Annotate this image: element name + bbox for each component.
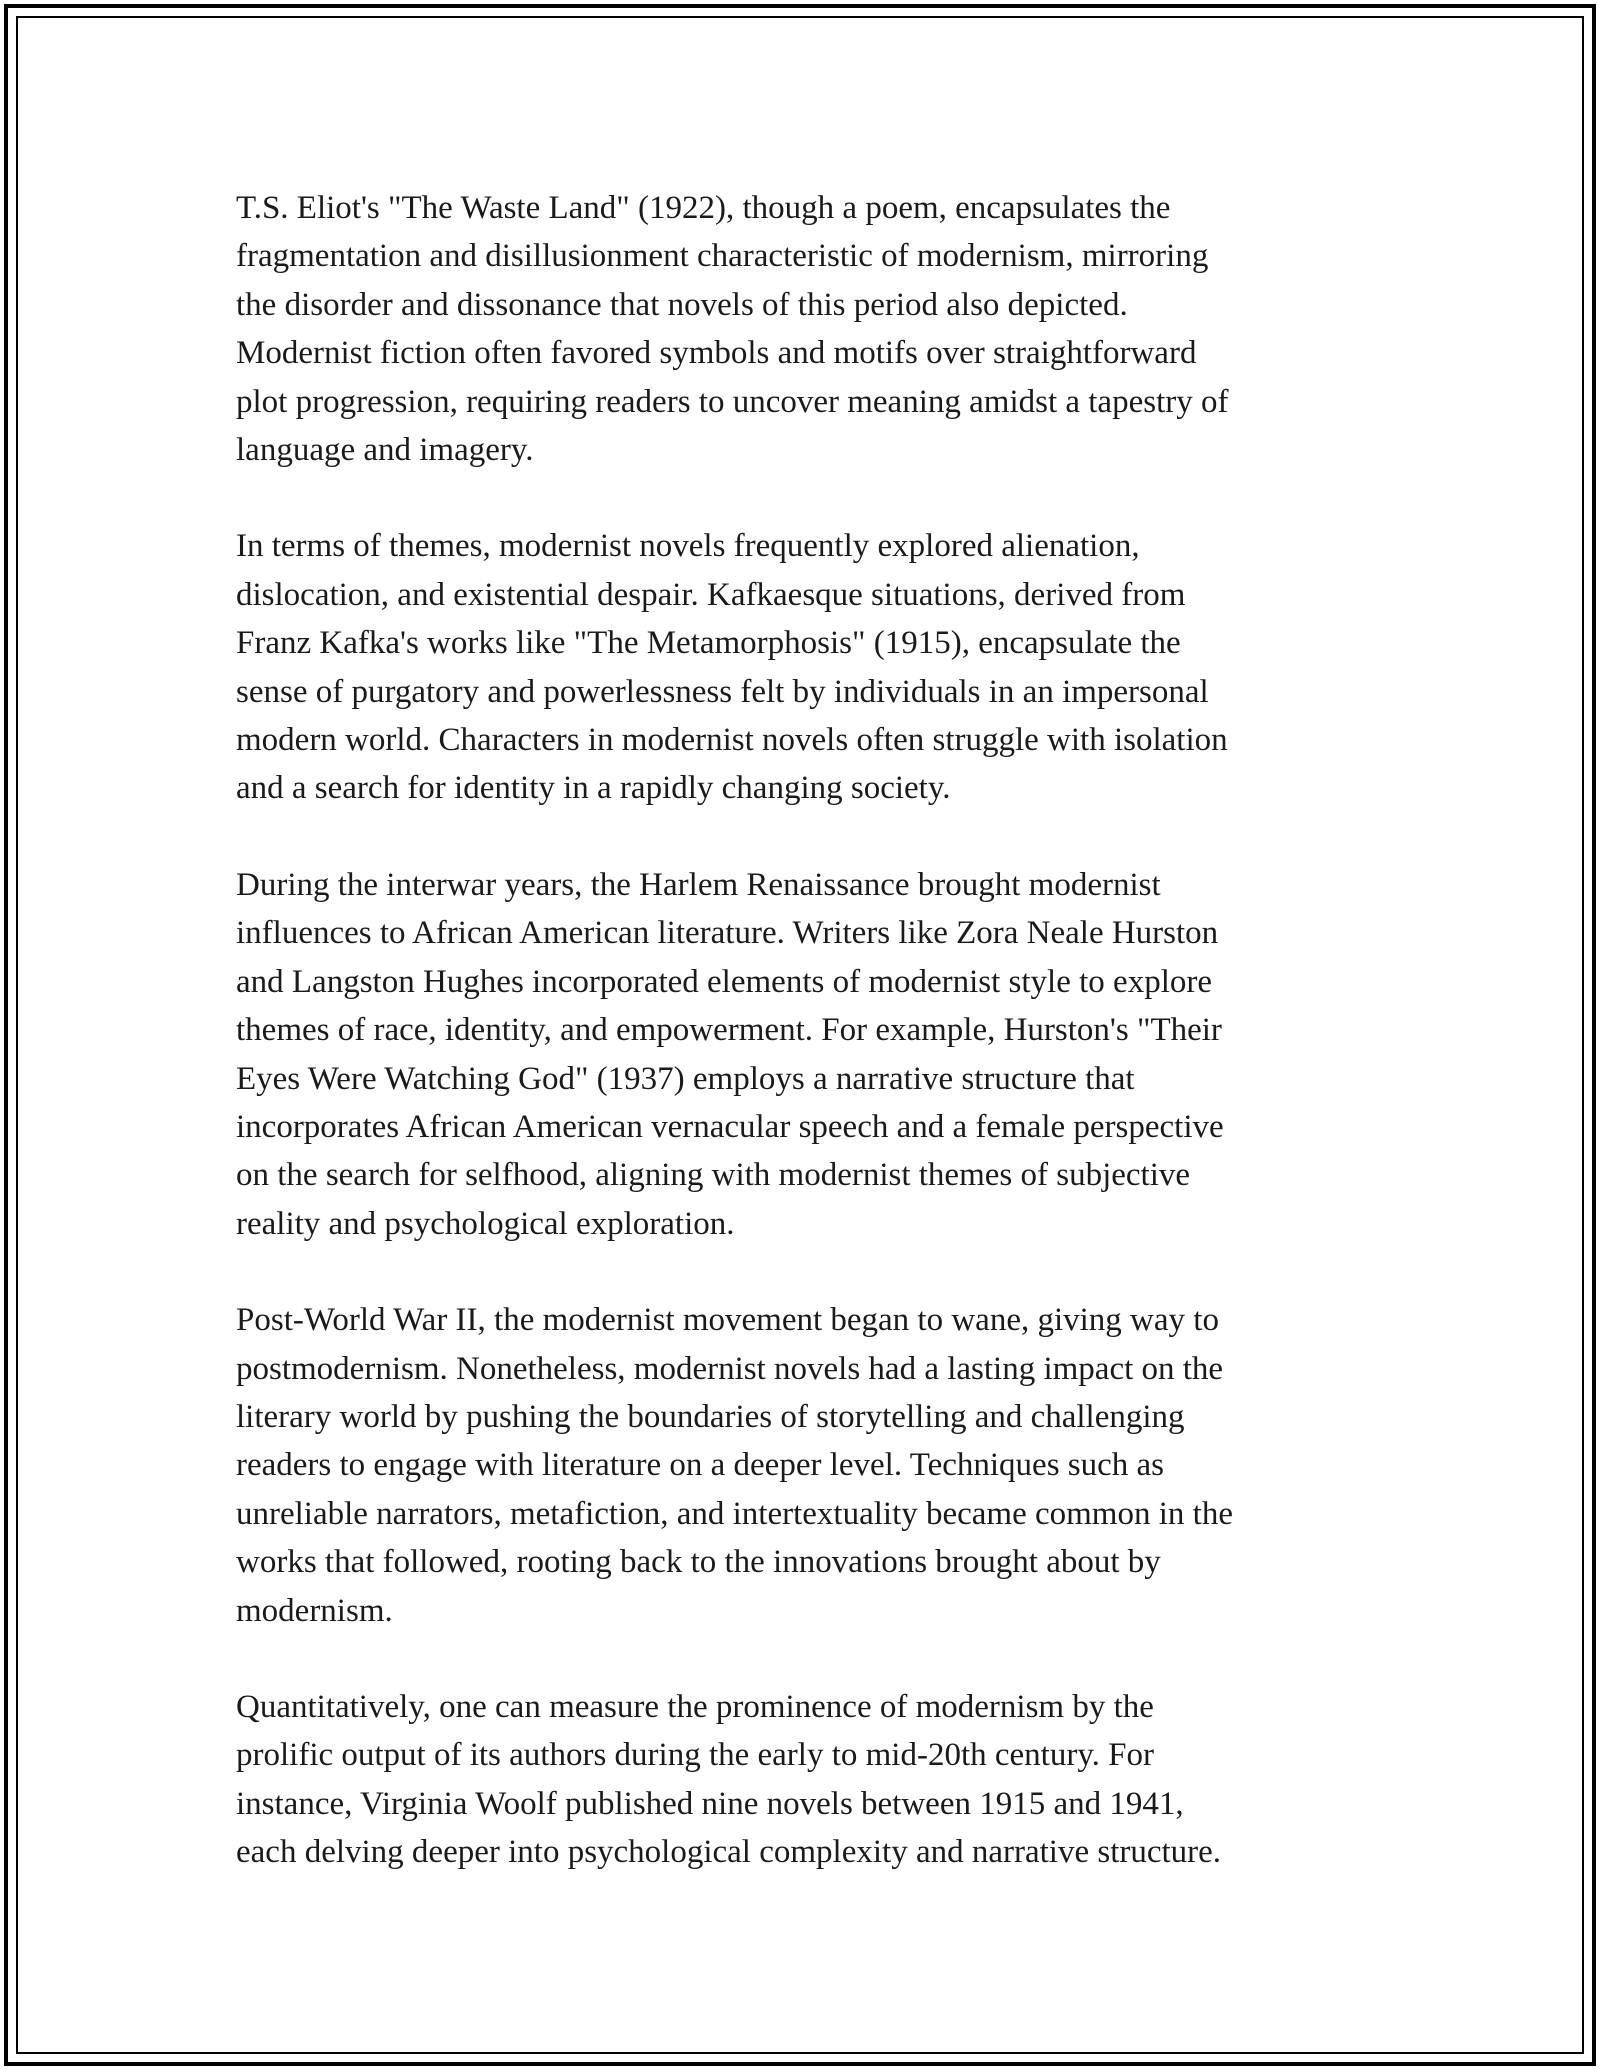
- document-body: [236, 184, 1366, 1925]
- paragraph-themes: In terms of themes, modernist novels frequently explored alienation, dislocation, and existential despair. Kafkaesque situations, derived from Franz Kafka's works like "The Metamorphosis" (1915), encapsulate the sense of purgatory and powerlessness felt by individuals in an impersonal modern world. Characters in modernist novels often struggle with isolation and a search for identity in a rapidly changing society.: [236, 528, 1228, 807]
- paragraph-post-war: Post-World War II, the modernist movement began to wane, giving way to postmodernism. Nonetheless, modernist novels had a lasting impact on the literary world by pushing the boundaries of storytelling and challenging readers to engage with literature on a deeper level. Techniques such as unreliable narrators, metafiction, and intertextuality became common in the works that followed, rooting back to the innovations brought about by modernism.: [236, 1302, 1233, 1629]
- paragraph-harlem-renaissance: During the interwar years, the Harlem Renaissance brought modernist influences to African American literature. Writers like Zora Neale Hurston and Langston Hughes incorporated elements of modernist style to explore themes of race, identity, and empowerment. For example, Hurston's "Their Eyes Were Watching God" (1937) employs a narrative structure that incorporates African American vernacular speech and a female perspective on the search for selfhood, aligning with modernist themes of subjective reality and psychological exploration.: [236, 866, 1224, 1242]
- paragraph-modernist-poetry: T.S. Eliot's "The Waste Land" (1922), though a poem, encapsulates the fragmentation and disillusionment characteristic of modernism, mirroring the disorder and dissonance that novels of this period also depicted. Modernist fiction often favored symbols and motifs over straightforward plot progression, requiring readers to uncover meaning amidst a tapestry of language and imagery.: [236, 190, 1229, 469]
- paragraph-quantitative: Quantitatively, one can measure the prominence of modernism by the prolific output of its authors during the early to mid-20th century. For instance, Virginia Woolf published nine novels between 1915 and 1941, each delving deeper into psychological complexity and narrative structure.: [236, 1688, 1222, 1871]
